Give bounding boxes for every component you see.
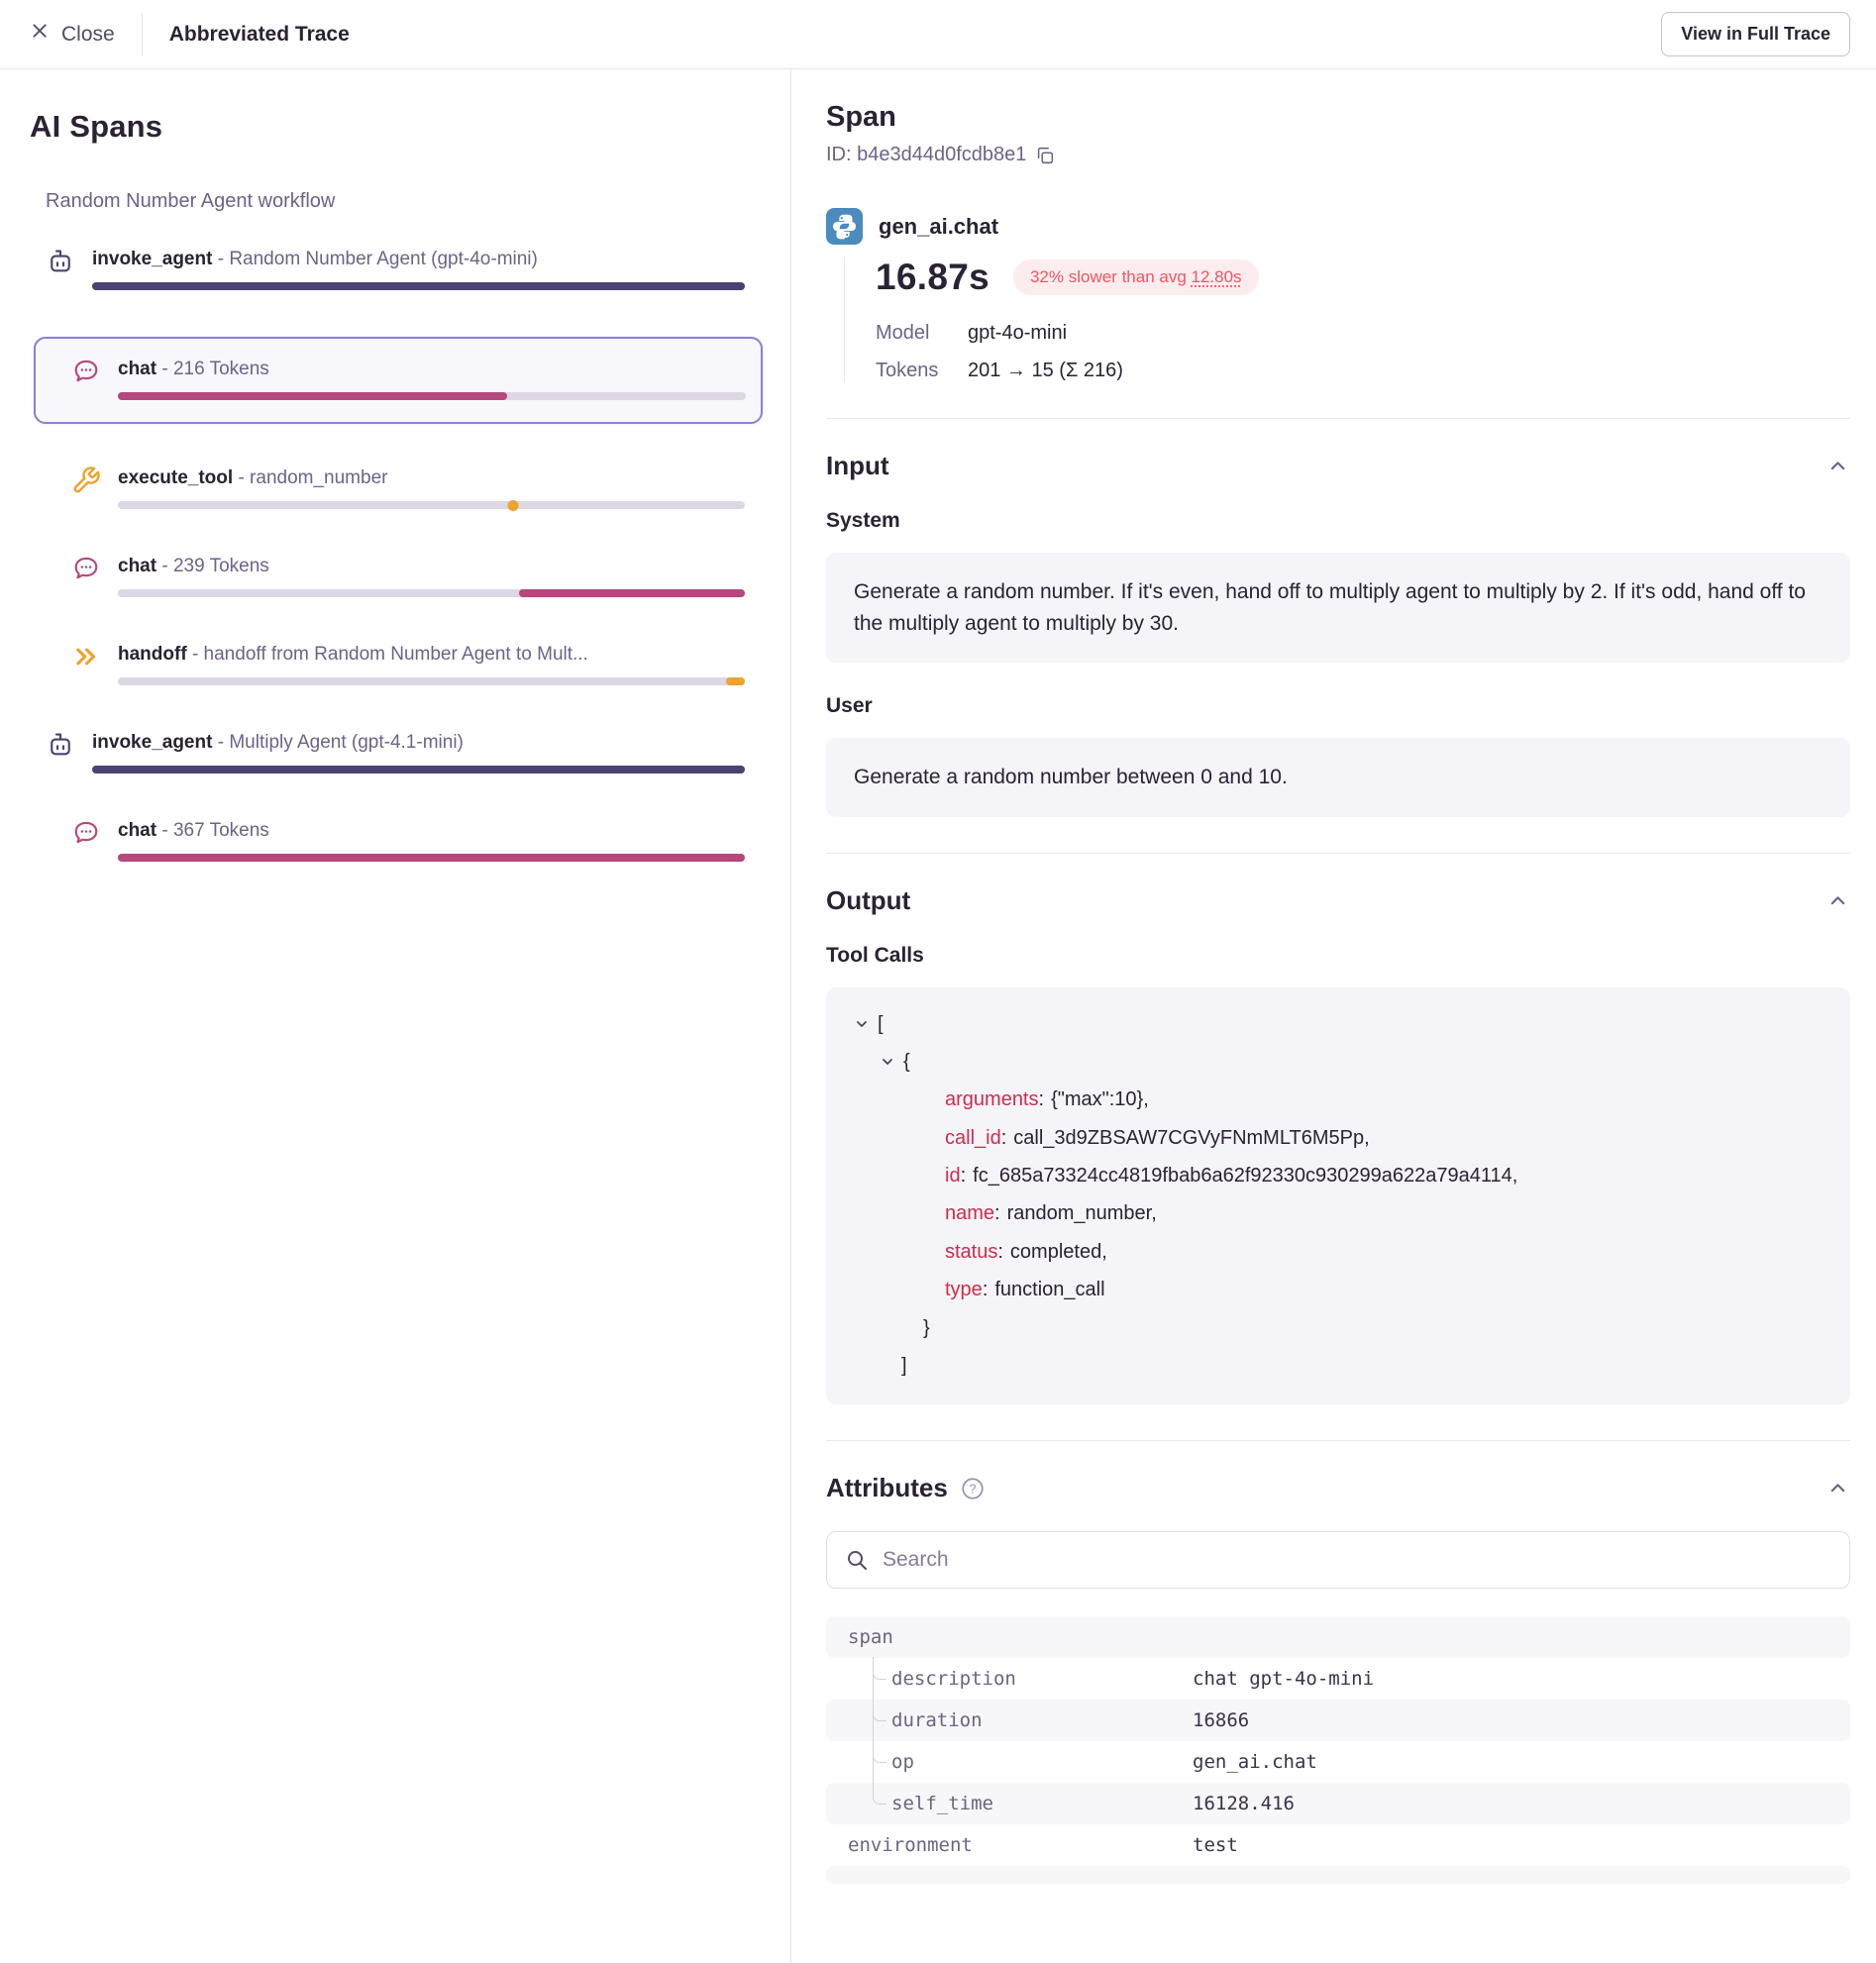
- robot-icon: [46, 247, 75, 276]
- view-full-trace-button[interactable]: View in Full Trace: [1661, 12, 1850, 56]
- span-row-label: execute_tool - random_number: [118, 467, 388, 488]
- span-row-label: chat - 367 Tokens: [118, 820, 269, 841]
- span-row-chat[interactable]: [71, 556, 745, 597]
- span-duration-bar: [118, 854, 745, 862]
- span-row-label: chat - 216 Tokens: [118, 359, 269, 379]
- tokens-label: Tokens: [876, 360, 939, 381]
- ai-spans-panel: [0, 69, 791, 1963]
- help-icon[interactable]: [960, 1476, 986, 1501]
- span-duration-bar: [92, 766, 745, 774]
- svg-text:?: ?: [969, 1482, 977, 1497]
- tokens-value: 201 → 15 (Σ 216): [968, 360, 1123, 381]
- attribute-row: op gen_ai.chat: [826, 1741, 1850, 1783]
- json-field: arguments : {"max":10},: [945, 1088, 1149, 1111]
- page-title: Abbreviated Trace: [168, 22, 350, 46]
- attributes-section-title: Attributes: [826, 1473, 948, 1503]
- user-message: Generate a random number between 0 and 10.: [826, 738, 1850, 817]
- attributes-table: [826, 1616, 1850, 1884]
- collapse-array-chevron-icon[interactable]: [854, 1016, 870, 1032]
- span-row-invoke-agent[interactable]: [46, 732, 745, 774]
- chevron-up-icon: [1825, 1476, 1850, 1500]
- collapse-object-chevron-icon[interactable]: [880, 1054, 895, 1070]
- python-icon: [826, 208, 863, 245]
- top-bar: [0, 0, 1876, 69]
- system-label: System: [826, 509, 900, 532]
- topbar-divider: [142, 13, 143, 56]
- chevron-up-icon: [1825, 454, 1850, 478]
- chevron-up-icon: [1825, 888, 1850, 913]
- attribute-row: [826, 1866, 1850, 1884]
- output-section: [826, 853, 1850, 1405]
- tool-calls-label: Tool Calls: [826, 943, 924, 967]
- model-label: Model: [876, 322, 930, 344]
- attribute-row: span: [826, 1616, 1850, 1658]
- collapse-output-button[interactable]: [1825, 888, 1850, 913]
- close-button[interactable]: [30, 21, 115, 48]
- span-detail-panel: [791, 69, 1876, 1963]
- user-label: User: [826, 694, 873, 717]
- collapse-attributes-button[interactable]: [1825, 1476, 1850, 1500]
- span-row-label: handoff - handoff from Random Number Agent to Mult...: [118, 644, 588, 665]
- attribute-row: self_time 16128.416: [826, 1783, 1850, 1824]
- span-row-label: invoke_agent - Random Number Agent (gpt-4o-mini): [92, 249, 538, 269]
- attribute-row: duration 16866: [826, 1700, 1850, 1741]
- span-duration-bar: [92, 282, 745, 290]
- close-label: Close: [61, 22, 115, 46]
- tool-calls-json: [ { arguments : {"max":10}, call_id : call_3d9ZBSAW7CGVyFNmMLT6M5Pp, id : fc_685a73324cc4819fbab6a62f92330c930299a622a79a4114, name : random_number, status : completed, type : function_call } ]: [826, 987, 1850, 1405]
- span-id: ID: b4e3d44d0fcdb8e1: [826, 144, 1027, 165]
- span-row-label: invoke_agent - Multiply Agent (gpt-4.1-mini): [92, 732, 464, 753]
- span-duration-bar: [118, 677, 745, 685]
- json-field: id : fc_685a73324cc4819fbab6a62f92330c930299a622a79a4114,: [945, 1165, 1518, 1188]
- input-section: [826, 418, 1850, 817]
- span-heading: Span: [826, 101, 896, 133]
- collapse-input-button[interactable]: [1825, 454, 1850, 478]
- attributes-section: [826, 1440, 1850, 1884]
- system-message: Generate a random number. If it's even, hand off to multiply agent to multiply by 2. If it's odd, hand off to the multiply agent to multiply by 30.: [826, 553, 1850, 663]
- span-duration-bar: [118, 589, 745, 597]
- attributes-search-input[interactable]: [826, 1531, 1850, 1589]
- handoff-icon: [71, 642, 101, 672]
- span-duration: 16.87s: [876, 257, 990, 297]
- output-section-title: Output: [826, 884, 911, 915]
- json-field: call_id : call_3d9ZBSAW7CGVyFNmMLT6M5Pp,: [945, 1126, 1370, 1149]
- model-value: gpt-4o-mini: [968, 322, 1068, 344]
- span-row-chat-selected[interactable]: [34, 337, 763, 424]
- json-field: type : function_call: [945, 1279, 1105, 1301]
- wrench-icon: [71, 465, 101, 495]
- robot-icon: [46, 730, 75, 760]
- span-row-chat[interactable]: [71, 820, 745, 862]
- span-row-invoke-agent[interactable]: [46, 249, 745, 290]
- search-icon: [845, 1548, 869, 1572]
- slower-than-avg-badge: 32% slower than avg 12.80s: [1013, 259, 1259, 295]
- attribute-row: environment test: [848, 1834, 1238, 1857]
- input-section-title: Input: [826, 451, 889, 480]
- json-field: status : completed,: [945, 1240, 1107, 1263]
- span-duration-bar: [118, 501, 745, 509]
- chat-bubble-icon: [71, 554, 101, 583]
- chat-bubble-icon: [71, 818, 101, 848]
- attribute-row: description chat gpt-4o-mini: [826, 1658, 1850, 1700]
- workflow-label: Random Number Agent workflow: [46, 190, 336, 212]
- close-icon: [30, 21, 51, 48]
- span-row-handoff[interactable]: [71, 644, 745, 685]
- chat-bubble-icon: [71, 357, 101, 386]
- copy-icon[interactable]: [1034, 145, 1056, 166]
- spans-panel-title: AI Spans: [30, 109, 163, 144]
- avg-duration-value: 12.80s: [1191, 267, 1242, 286]
- span-duration-bar: [118, 392, 746, 400]
- span-row-execute-tool[interactable]: [71, 467, 745, 509]
- span-operation-name: gen_ai.chat: [879, 213, 999, 239]
- span-row-label: chat - 239 Tokens: [118, 556, 269, 576]
- json-field: name : random_number,: [945, 1202, 1157, 1225]
